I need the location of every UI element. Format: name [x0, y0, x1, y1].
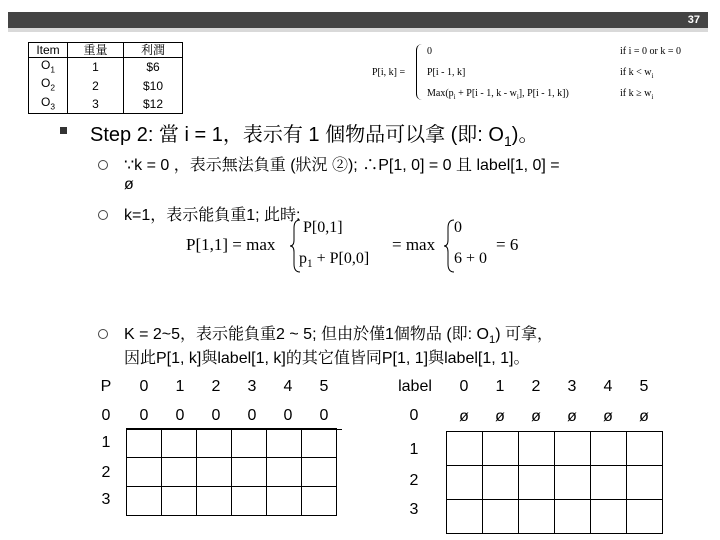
max-top: P[0,1]	[303, 219, 343, 236]
table-row	[447, 466, 663, 500]
header-item: Item	[29, 43, 68, 58]
p-row-header: 1	[101, 434, 111, 451]
formula-brace	[416, 44, 425, 100]
items-table	[28, 42, 183, 114]
p-col-header: 3	[247, 378, 257, 395]
header-weight: 重量	[68, 43, 124, 58]
p-grid	[126, 400, 337, 516]
p-col-header: 2	[211, 378, 221, 395]
p-cell	[162, 487, 197, 516]
p-cell	[302, 429, 337, 458]
p-cell	[267, 429, 302, 458]
step-heading: Step 2: 當 i = 1，表示有 1 個物品可以拿 (即: $O_1$)。	[90, 124, 539, 149]
max-eq: = max	[392, 235, 436, 254]
p-col-header: 0	[139, 378, 149, 395]
label-cell	[447, 466, 483, 500]
label-col-header: 3	[567, 378, 577, 395]
label-cell	[591, 466, 627, 500]
item-cell: $O_3$	[29, 95, 68, 114]
formula-cond2: if $k < w_i$	[620, 67, 654, 80]
p-cell: 0	[319, 407, 329, 424]
square-bullet-icon	[60, 127, 67, 134]
p-cell	[302, 487, 337, 516]
table-row	[29, 58, 183, 77]
p-col-header: 5	[319, 378, 329, 395]
ring-bullet-icon	[98, 210, 108, 220]
table-row	[447, 500, 663, 534]
label-cell: ø	[567, 408, 577, 425]
p-cell	[127, 487, 162, 516]
table-row	[29, 43, 183, 58]
weight-cell: 2	[68, 76, 124, 94]
bullet-3-line1: K = 2~5，表示能負重2 ~ 5; 但由於僅1個物品 (即: $O_1$) 可拿，	[124, 326, 553, 347]
label-col-header: 1	[495, 378, 505, 395]
p-row-header: 3	[101, 491, 111, 508]
table-row	[29, 76, 183, 94]
label-cell: ø	[459, 408, 469, 425]
label-cell	[627, 432, 663, 466]
p-grid-line	[126, 429, 342, 430]
p-cell	[302, 458, 337, 487]
formula-case1: 0	[427, 46, 432, 57]
header-profit: 利潤	[124, 43, 183, 58]
p-cell	[267, 458, 302, 487]
p-cell	[162, 458, 197, 487]
max-v2: 6 + 0	[454, 250, 488, 267]
formula-cond3: if $k \ge w_i$	[620, 88, 654, 101]
ring-bullet-icon	[98, 329, 108, 339]
p-cell: 0	[283, 407, 293, 424]
label-cell	[627, 500, 663, 534]
label-cell: ø	[495, 408, 505, 425]
table-row	[127, 400, 337, 429]
item-cell: $O_1$	[29, 58, 68, 77]
label-cell	[627, 466, 663, 500]
table-row	[127, 487, 337, 516]
label-row-header: 0	[409, 407, 419, 424]
p-cell	[197, 458, 232, 487]
p-table-corner: P	[100, 378, 112, 395]
weight-cell: 1	[68, 58, 124, 77]
formula-lhs: P[i, k] =	[372, 67, 406, 78]
p-cell: 0	[247, 407, 257, 424]
label-cell	[555, 432, 591, 466]
label-cell: ø	[531, 408, 541, 425]
title-bar-accent	[8, 28, 708, 32]
p-cell	[232, 429, 267, 458]
table-row	[127, 458, 337, 487]
label-cell	[591, 500, 627, 534]
label-col-header: 4	[603, 378, 613, 395]
p-cell	[197, 487, 232, 516]
label-col-header: 5	[639, 378, 649, 395]
label-row-header: 2	[409, 472, 419, 489]
label-cell	[519, 500, 555, 534]
label-cell	[483, 500, 519, 534]
label-cell: ø	[603, 408, 613, 425]
p-cell	[232, 458, 267, 487]
label-cell	[483, 466, 519, 500]
p-cell: 0	[211, 407, 221, 424]
title-bar	[8, 12, 708, 28]
p-cell	[162, 429, 197, 458]
max-bottom: $p_1 + P[0,0]$	[299, 250, 370, 271]
page-number: 37	[687, 14, 700, 26]
label-cell	[447, 432, 483, 466]
formula-case3: $Max(p_i + P[i - 1$, k - $w_i$], P[i - 1, k])	[427, 88, 569, 101]
p-cell: 0	[139, 407, 149, 424]
p-cell	[232, 487, 267, 516]
bullet-1-line1: ∵k = 0 ，表示無法負重 (狀況 ②); ∴P[1, 0] = 0 且 label[1, 0] =	[124, 157, 560, 174]
weight-cell: 3	[68, 95, 124, 114]
profit-cell: $6	[124, 58, 183, 77]
label-cell	[555, 466, 591, 500]
label-table-corner: label	[398, 378, 432, 395]
item-cell: $O_2$	[29, 76, 68, 94]
profit-cell: $10	[124, 76, 183, 94]
table-row	[29, 95, 183, 114]
bullet-1-line2: ø	[124, 176, 134, 193]
label-cell	[519, 432, 555, 466]
p-cell	[267, 487, 302, 516]
table-row	[447, 432, 663, 466]
max-result: = 6	[496, 235, 519, 254]
p-cell: 0	[175, 407, 185, 424]
label-col-header: 2	[531, 378, 541, 395]
label-row-header: 1	[409, 441, 419, 458]
p-cell	[127, 458, 162, 487]
label-cell	[447, 500, 483, 534]
bullet-3-line2: 因此P[1, k]與label[1, k]的其它值皆同P[1, 1]與label[1, 1]。	[124, 350, 530, 367]
table-row	[127, 429, 337, 458]
label-grid	[446, 431, 663, 534]
max-v1: 0	[454, 219, 462, 236]
label-row-header: 3	[409, 501, 419, 518]
label-cell	[519, 466, 555, 500]
p-cell	[127, 429, 162, 458]
p-row-header: 0	[101, 407, 111, 424]
label-cell	[555, 500, 591, 534]
p-cell	[197, 429, 232, 458]
ring-bullet-icon	[98, 160, 108, 170]
label-col-header: 0	[459, 378, 469, 395]
formula-cond1: if i = 0 or k = 0	[620, 46, 681, 57]
label-cell: ø	[639, 408, 649, 425]
max-lhs: P[1,1] = max	[186, 235, 276, 254]
label-cell	[591, 432, 627, 466]
profit-cell: $12	[124, 95, 183, 114]
label-cell	[483, 432, 519, 466]
formula-case2: P[i - 1, k]	[427, 67, 466, 78]
p-row-header: 2	[101, 464, 111, 481]
bullet-2: k=1，表示能負重1; 此時:	[124, 207, 301, 224]
p-col-header: 4	[283, 378, 293, 395]
p-col-header: 1	[175, 378, 185, 395]
